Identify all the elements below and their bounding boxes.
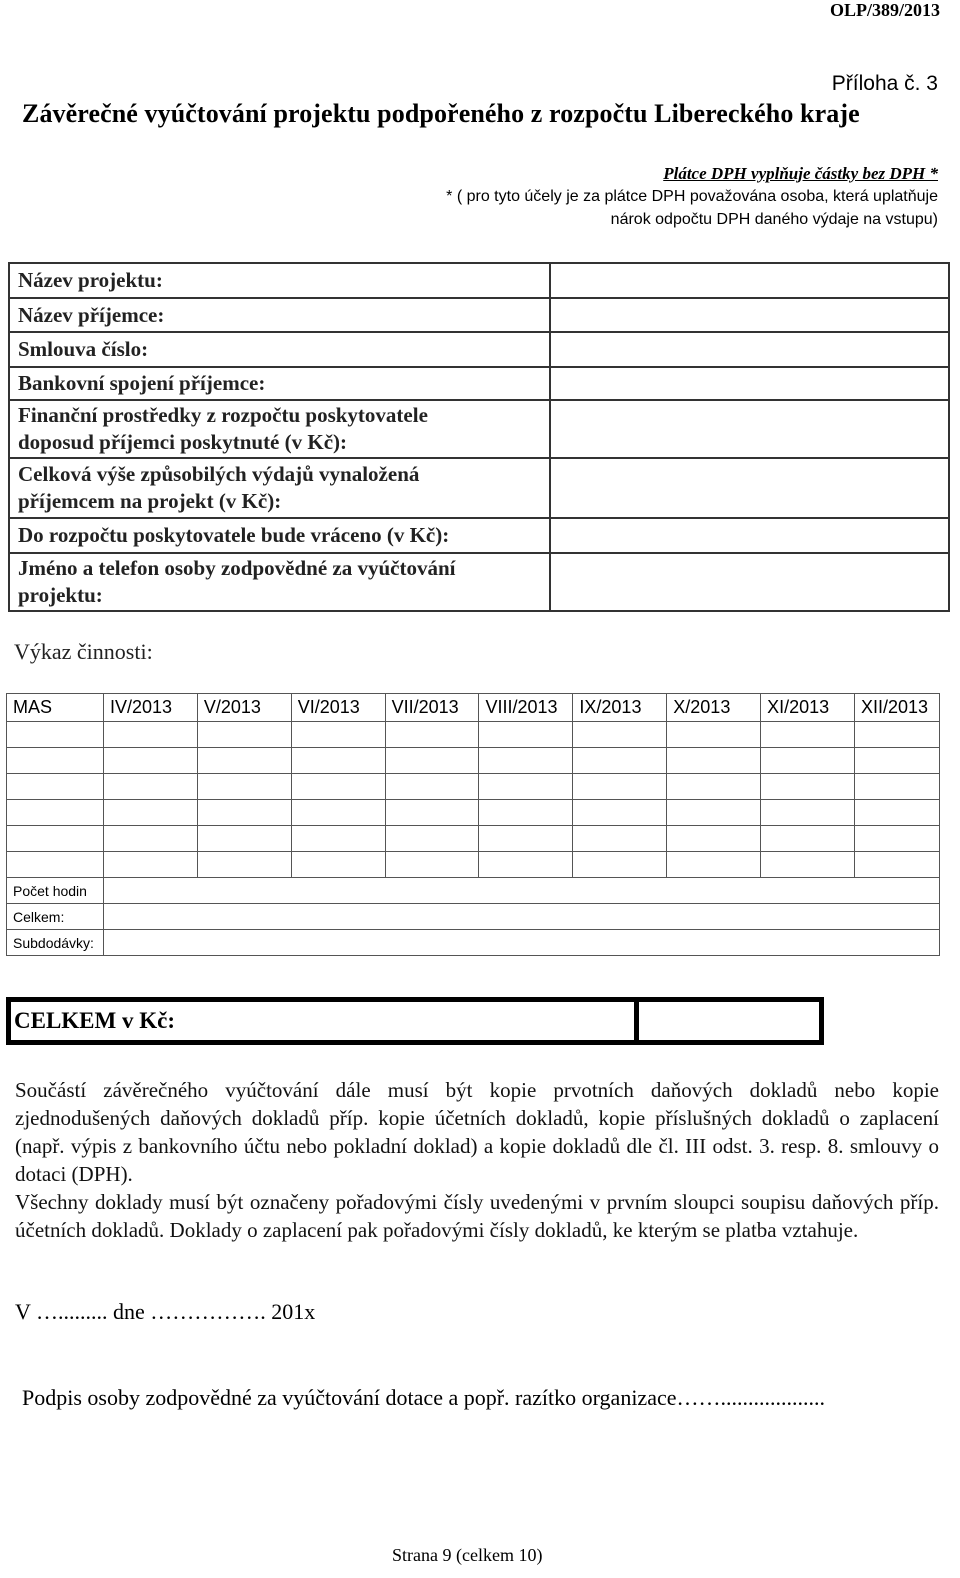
info-label: Název projektu: (9, 263, 550, 298)
column-header: VIII/2013 (479, 694, 573, 722)
table-cell[interactable] (761, 774, 855, 800)
table-cell[interactable] (573, 800, 667, 826)
annex-label: Příloha č. 3 (831, 72, 938, 95)
table-cell[interactable] (573, 852, 667, 878)
table-row (7, 826, 940, 852)
table-cell[interactable] (479, 774, 573, 800)
column-header: X/2013 (667, 694, 761, 722)
table-cell[interactable] (573, 748, 667, 774)
table-cell[interactable] (479, 800, 573, 826)
table-cell[interactable] (197, 774, 291, 800)
signature-line: Podpis osoby zodpovědné za vyúčtování dotace a popř. razítko organizace……................... (22, 1385, 825, 1410)
table-cell[interactable] (385, 852, 479, 878)
info-row-recipient-name (9, 298, 949, 332)
info-label (9, 458, 550, 518)
info-label-line: Jméno a telefon osoby zodpovědné za vyúčtování (18, 556, 456, 580)
table-cell[interactable] (103, 748, 197, 774)
total-box-divider (634, 997, 639, 1045)
page-title: Závěrečné vyúčtování projektu podpořeného z rozpočtu Libereckého kraje (22, 99, 860, 128)
info-label: Do rozpočtu poskytovatele bude vráceno (v Kč): (9, 518, 550, 553)
info-label: Bankovní spojení příjemce: (9, 367, 550, 400)
table-cell[interactable] (291, 748, 385, 774)
table-row (7, 774, 940, 800)
table-cell[interactable] (667, 722, 761, 748)
table-cell[interactable] (479, 852, 573, 878)
table-row (7, 722, 940, 748)
table-header-row (7, 694, 940, 722)
table-cell[interactable] (385, 722, 479, 748)
table-cell[interactable] (855, 800, 940, 826)
table-cell[interactable] (103, 722, 197, 748)
table-cell[interactable] (291, 826, 385, 852)
table-cell[interactable] (7, 826, 104, 852)
info-label (9, 400, 550, 458)
table-cell[interactable] (667, 852, 761, 878)
total-row (7, 904, 940, 930)
info-label: Smlouva číslo: (9, 332, 550, 367)
hours-field[interactable] (103, 878, 939, 904)
table-cell[interactable] (7, 722, 104, 748)
info-row-bank-account (9, 367, 949, 400)
table-cell[interactable] (197, 826, 291, 852)
table-cell[interactable] (385, 774, 479, 800)
info-label-line: projektu: (18, 583, 103, 607)
project-info-table (8, 262, 950, 612)
recipient-name-field[interactable] (550, 298, 949, 332)
responsible-person-field[interactable] (550, 553, 949, 611)
total-field[interactable] (103, 904, 939, 930)
table-cell[interactable] (667, 800, 761, 826)
bank-account-field[interactable] (550, 367, 949, 400)
instructions-paragraph: Součástí závěrečného vyúčtování dále musí být kopie prvotních daňových dokladů nebo kopie zjednodušených daňových dokladů příp. kopie účetních dokladů, kopie příslušných dokladů o zaplacení (např. výpis z bankovního účtu nebo pokladní doklad) a kopie dokladů dle čl. III odst. 3. resp. 8. smlouvy o dotaci (DPH). (15, 1078, 939, 1186)
table-cell[interactable] (855, 852, 940, 878)
table-cell[interactable] (7, 774, 104, 800)
info-row-funds-provided (9, 400, 949, 458)
column-header: MAS (7, 694, 104, 722)
table-cell[interactable] (197, 800, 291, 826)
table-cell[interactable] (385, 748, 479, 774)
total-label: CELKEM v Kč: (14, 1008, 175, 1033)
instructions-paragraph: Všechny doklady musí být označeny pořadovými čísly uvedenými v prvním sloupci soupisu daňových příp. účetních dokladů. Doklady o zaplacení pak pořadovými čísly dokladů, ke kterým se platba vztahuje. (15, 1190, 939, 1242)
table-row (7, 800, 940, 826)
column-header: VI/2013 (291, 694, 385, 722)
document-reference: OLP/389/2013 (829, 0, 940, 20)
table-cell[interactable] (761, 722, 855, 748)
total-amount-field[interactable] (644, 1003, 819, 1040)
info-row-contract-number (9, 332, 949, 367)
row-label: Subdodávky: (7, 930, 104, 956)
table-cell[interactable] (103, 774, 197, 800)
page-footer: Strana 9 (celkem 10) (392, 1545, 543, 1565)
column-header: VII/2013 (385, 694, 479, 722)
table-cell[interactable] (667, 774, 761, 800)
subcontracts-row (7, 930, 940, 956)
table-cell[interactable] (573, 826, 667, 852)
column-header: XII/2013 (855, 694, 940, 722)
table-cell[interactable] (385, 826, 479, 852)
column-header: IV/2013 (103, 694, 197, 722)
table-cell[interactable] (761, 748, 855, 774)
subcontracts-field[interactable] (103, 930, 939, 956)
table-cell[interactable] (197, 722, 291, 748)
activity-report-label: Výkaz činnosti: (14, 639, 153, 664)
vat-heading: Plátce DPH vyplňuje částky bez DPH * (663, 164, 938, 183)
table-cell[interactable] (855, 774, 940, 800)
table-cell[interactable] (291, 800, 385, 826)
row-label: Celkem: (7, 904, 104, 930)
activity-report-table (6, 693, 940, 956)
table-cell[interactable] (7, 748, 104, 774)
table-cell[interactable] (479, 748, 573, 774)
table-row (7, 748, 940, 774)
table-cell[interactable] (573, 774, 667, 800)
info-label: Název příjemce: (9, 298, 550, 332)
project-name-field[interactable] (550, 263, 949, 298)
table-cell[interactable] (855, 826, 940, 852)
hours-row (7, 878, 940, 904)
column-header: IX/2013 (573, 694, 667, 722)
amount-returned-field[interactable] (550, 518, 949, 553)
place-date-line: V …......... dne ……………. 201x (15, 1299, 316, 1324)
table-cell[interactable] (291, 774, 385, 800)
info-label-line: doposud příjemci poskytnuté (v Kč): (18, 430, 348, 454)
table-cell[interactable] (667, 826, 761, 852)
contract-number-field[interactable] (550, 332, 949, 367)
table-cell[interactable] (197, 748, 291, 774)
column-header: XI/2013 (761, 694, 855, 722)
table-cell[interactable] (761, 800, 855, 826)
table-cell[interactable] (103, 800, 197, 826)
info-label-line: Celková výše způsobilých výdajů vynaložená (18, 462, 420, 486)
table-cell[interactable] (855, 748, 940, 774)
table-cell[interactable] (479, 826, 573, 852)
table-cell[interactable] (7, 800, 104, 826)
vat-note-line-1: * ( pro tyto účely je za plátce DPH považována osoba, která uplatňuje (446, 188, 938, 205)
info-label-line: příjemcem na projekt (v Kč): (18, 489, 282, 513)
table-cell[interactable] (103, 826, 197, 852)
info-row-project-name (9, 263, 949, 298)
info-row-eligible-expenses (9, 458, 949, 518)
table-cell[interactable] (197, 852, 291, 878)
table-cell[interactable] (291, 722, 385, 748)
table-cell[interactable] (291, 852, 385, 878)
table-row (7, 852, 940, 878)
vat-note-line-2: nárok odpočtu DPH daného výdaje na vstupu) (610, 211, 938, 228)
table-cell[interactable] (855, 722, 940, 748)
table-cell[interactable] (573, 722, 667, 748)
funds-provided-field[interactable] (550, 400, 949, 458)
table-cell[interactable] (103, 852, 197, 878)
info-label (9, 553, 550, 611)
info-row-responsible-person (9, 553, 949, 611)
table-cell[interactable] (761, 852, 855, 878)
table-cell[interactable] (667, 748, 761, 774)
table-cell[interactable] (385, 800, 479, 826)
table-cell[interactable] (761, 826, 855, 852)
info-label-line: Finanční prostředky z rozpočtu poskytovatele (18, 403, 428, 427)
row-label: Počet hodin (7, 878, 104, 904)
column-header: V/2013 (197, 694, 291, 722)
eligible-expenses-field[interactable] (550, 458, 949, 518)
table-cell[interactable] (479, 722, 573, 748)
info-row-amount-returned (9, 518, 949, 553)
table-cell[interactable] (7, 852, 104, 878)
